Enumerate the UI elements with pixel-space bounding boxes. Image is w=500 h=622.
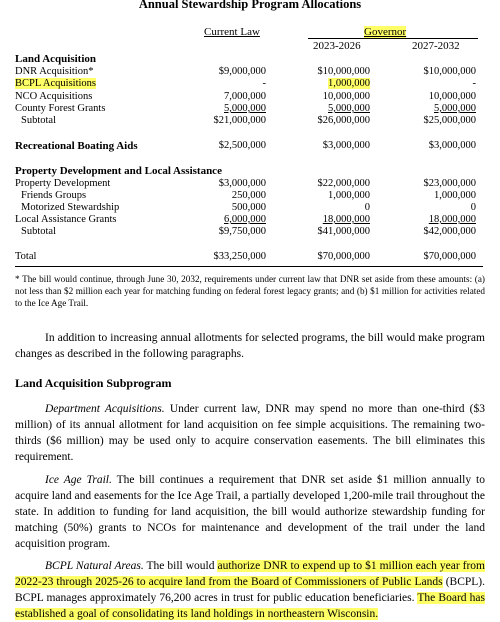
table-row: [0, 178, 500, 190]
header-period-1: 2023-2026: [313, 40, 361, 52]
cell-period-2: $23,000,000: [423, 178, 476, 189]
table-row: [0, 202, 500, 214]
table-row-subtotal: [0, 115, 500, 127]
land-acquisition-heading: Land Acquisition: [15, 53, 97, 65]
table-row: [0, 103, 500, 115]
highlighted-text: The Board has established a goal of consolidating its land holdings in northeastern Wisconsin.: [15, 592, 485, 620]
cell-period-1: 18,000,000: [322, 214, 370, 225]
cell-current-law: 6,000,000: [224, 214, 266, 225]
governor-rule: [308, 38, 478, 39]
table-row-total: [0, 251, 500, 263]
row-label: Property Development: [15, 178, 111, 189]
cell-current-law: $3,000,000: [218, 178, 266, 189]
cell-period-1: $10,000,000: [317, 66, 370, 77]
property-heading-row: [0, 165, 500, 177]
table-row: [0, 91, 500, 103]
row-label: DNR Acquisition*: [15, 66, 94, 77]
row-label: Friends Groups: [21, 190, 87, 201]
cell-period-1: 0: [364, 202, 370, 213]
row-label: County Forest Grants: [15, 103, 106, 114]
paragraph-text: The bill continues a requirement that DNR set aside $1 million annually to acquire land and easements for the Ice Age Trail, a partially developed 1,200-mile trail throughout the state. In addition to funding for land acquisition, the bill would authorize stewardship funding for matching (50%) grants to NCOs for maintenance and development of the trail under the land acquisition program.: [15, 474, 485, 550]
row-label: NCO Acquisitions: [15, 91, 93, 102]
row-label: Local Assistance Grants: [15, 214, 117, 225]
header-current-law: Current Law: [204, 26, 260, 38]
header-governor: Governor: [364, 26, 407, 38]
cell-current-law: 250,000: [231, 190, 266, 201]
row-label: Motorized Stewardship: [21, 202, 120, 213]
cell-current-law: $33,250,000: [213, 251, 266, 262]
cell-period-1: $3,000,000: [322, 140, 370, 151]
cell-current-law: 7,000,000: [224, 91, 266, 102]
paragraph-text: The bill would: [143, 560, 218, 572]
table-row: [0, 66, 500, 78]
row-label: Total: [15, 251, 37, 262]
cell-period-1: 1,000,000: [328, 190, 370, 201]
table-row-boating: [0, 140, 500, 152]
row-label: Subtotal: [21, 115, 57, 126]
cell-current-law: 5,000,000: [224, 103, 266, 114]
cell-period-2: $42,000,000: [423, 226, 476, 237]
cell-current-law: $21,000,000: [213, 115, 266, 126]
cell-period-2: -: [472, 78, 476, 89]
cell-current-law: $9,000,000: [218, 66, 266, 77]
cell-current-law: -: [262, 78, 266, 89]
paragraph-department-acquisitions: [15, 401, 485, 465]
row-label: BCPL Acquisitions: [15, 78, 97, 89]
header-period-2: 2027-2032: [412, 40, 460, 52]
cell-current-law: $9,750,000: [218, 226, 266, 237]
table-row-subtotal: [0, 226, 500, 238]
paragraph-ice-age-trail: [15, 472, 485, 552]
cell-period-1: 5,000,000: [328, 103, 370, 114]
paragraph-lead: Department Acquisitions.: [45, 403, 165, 415]
cell-current-law: 500,000: [231, 202, 266, 213]
paragraph-lead: BCPL Natural Areas.: [45, 560, 144, 572]
cell-current-law: $2,500,000: [218, 140, 266, 151]
paragraph-text: (BCPL). BCPL manages approximately 76,200 acres in trust for public education beneficiaries.: [15, 576, 485, 604]
paragraph-bcpl-natural-areas: [15, 558, 485, 622]
table-row: [0, 214, 500, 226]
cell-period-2: 1,000,000: [434, 190, 476, 201]
cell-period-2: 10,000,000: [428, 91, 476, 102]
paragraph-lead: Ice Age Trail.: [45, 474, 112, 486]
cell-period-1: $26,000,000: [317, 115, 370, 126]
cell-period-2: 5,000,000: [434, 103, 476, 114]
land-acquisition-heading-row: [0, 53, 500, 65]
cell-period-1: $22,000,000: [317, 178, 370, 189]
row-label: Subtotal: [21, 226, 57, 237]
row-label: Recreational Boating Aids: [15, 140, 138, 152]
intro-paragraph: In addition to increasing annual allotments for selected programs, the bill would make program changes as described in the following paragraphs.: [15, 332, 485, 360]
cell-period-2: 18,000,000: [428, 214, 476, 225]
paragraph-text: Under current law, DNR may spend no more than one-third ($3 million) of its annual allotment for land acquisition on fee simple acquisitions. The remaining two-thirds ($6 million) may be used only to acquire conservation easements. The bill eliminates this requirement.: [15, 403, 486, 463]
property-heading: Property Development and Local Assistance: [15, 165, 222, 177]
highlighted-text: authorize DNR to expend up to $1 million each year from 2022-23 through 2025-26 to acquire land from the Board of Commissioners of Public Lands: [15, 560, 485, 588]
cell-period-2: $70,000,000: [423, 251, 476, 262]
table-bottom-rule: [15, 266, 483, 267]
cell-period-2: 0: [470, 202, 476, 213]
cell-period-1: $41,000,000: [317, 226, 370, 237]
table-row: [0, 190, 500, 202]
cell-period-2: $10,000,000: [423, 66, 476, 77]
section-heading: Land Acquisition Subprogram: [15, 376, 172, 390]
cell-period-1: $70,000,000: [317, 251, 370, 262]
cell-period-1: 1,000,000: [328, 78, 370, 89]
cell-period-2: $3,000,000: [428, 140, 476, 151]
cell-period-1: 10,000,000: [322, 91, 370, 102]
cell-period-2: $25,000,000: [423, 115, 476, 126]
table-row: [0, 78, 500, 90]
table-footnote: * The bill would continue, through June 30, 2032, requirements under current law that DNR set aside from these amounts: (a) not less than $2 million each year for matching funding on federal forest legacy grants; and (b) $1 million for activities related to the Ice Age Trail.: [15, 274, 485, 308]
table-title: Annual Stewardship Program Allocations: [138, 0, 362, 11]
